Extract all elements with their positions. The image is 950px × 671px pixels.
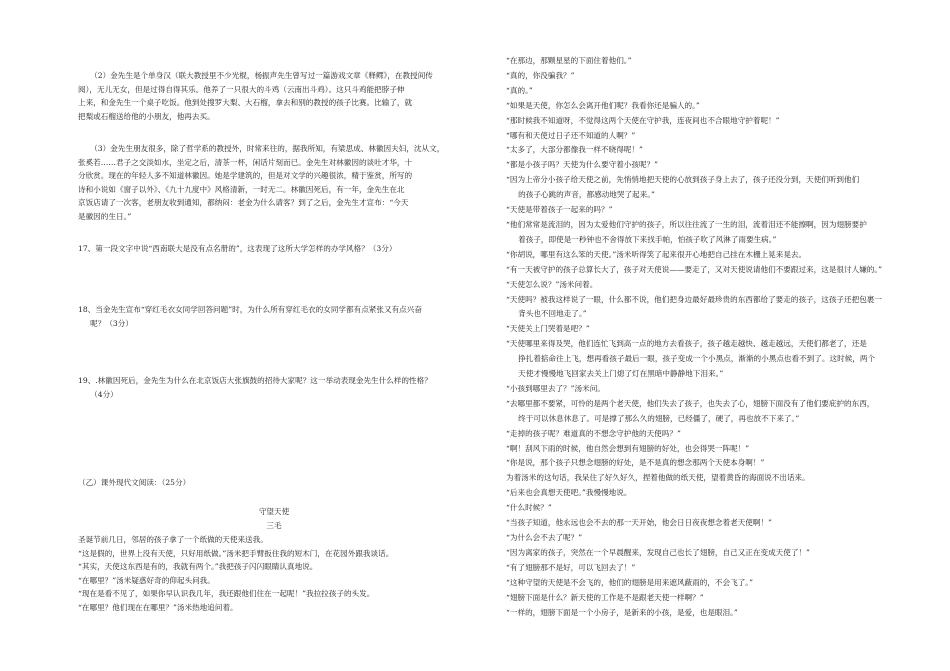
story-line: “有了翅膀那不是好，可以飞回去了！”	[506, 562, 636, 572]
text-line: 阅），无儿无女，但是过得自得其乐。他养了一只很大的斗鸡（云南出斗鸡）。这只斗鸡能把脖子伸	[78, 84, 405, 94]
story-line: “天使吗？被我这样说了一眼，什么都不说，他们把身边最好最珍贵的东西都给了要走的孩子，这孩子还把包裹一	[506, 294, 882, 304]
section-title: （乙）课外现代文阅读：（25分）	[78, 478, 191, 487]
story-line: “在那边，那颗星星的下面住着他们。”	[506, 56, 632, 65]
section-header	[78, 476, 470, 490]
story-line: “在哪里？他们现在在哪里？”汤米热地追问着。	[78, 602, 238, 612]
story-line: “天使怎么说？”汤米问着。	[506, 279, 598, 289]
story-line: “都是小孩子吗？天使为什么要守着小孩呢？”	[506, 160, 659, 170]
story-line: “那时候我不知道呀，不觉得这两个天使在守护我，连夜间也不合眼地守护着呢！”	[506, 115, 780, 125]
story-line: “在哪里？”汤米疑惑好奇的仰起头问我。	[78, 575, 215, 585]
story-line: “天使关上门哭着是吧？”	[506, 324, 590, 334]
story-line: “啊！刮风下雨的时候，他自然会想到有翅膀的好处，也会得哭一阵呢！”	[506, 443, 750, 453]
story-line: “天使哪里来得及哭，他们连忙飞到高一点的地方去看孩子，孩子越走越快、越走越远，天使们都老了，还是	[506, 339, 867, 349]
text-line: （3）金先生朋友很多，除了哲学系的教授外，时常来往的，据我所知，有梁思成、林徽因夫妇，沈从文，	[90, 144, 445, 153]
story-line: “哪有和天使过日子还不知道的人啊？”	[506, 130, 636, 140]
text-line: 是徽因的生日。”	[78, 211, 132, 221]
story-line: “翅膀下面是什么？新天使的工作是不是跟老天使一样啊？”	[506, 592, 704, 602]
story-line: 着孩子，即使是一秒钟也不舍得放下来找手帕，怕孩子吹了风淋了雨要生病。”	[518, 234, 777, 244]
story-line: “你胡说，哪里有这么笨的天使。”汤米听得笑了起来很开心地把自己挂在木栅上晃来晃去。	[506, 249, 807, 259]
story-line: “去哪里都不要紧，可怜的是两个老天使，他们失去了孩子，也失去了心，翅膀下面没有了他们要庇护的东西，	[506, 398, 875, 408]
story-line: “太多了，大部分都像我一样不晓得呢！”	[506, 145, 643, 155]
story-line: “小孩到哪里去了？”汤米问。	[506, 383, 605, 393]
story-line: 挣扎着掂命往上飞，想再看孩子最后一眼，孩子变成一个小黑点，渐渐的小黑点也看不到了。这时候，两个	[518, 354, 876, 364]
story-line: “因为离家的孩子，突然在一个早晨醒来，发现自己也长了翅膀，自己又正在变成天使了！”	[506, 547, 810, 557]
left-column	[78, 0, 470, 671]
story-line: “这是假的，世界上没有天使，只好用纸做。”汤米把手臂扳住我的短木门，在花园外跟我谈话。	[78, 548, 394, 558]
story-line: “如果是天使，你怎么会离开他们呢？我看你还是骗人的。”	[506, 100, 700, 110]
question-text: （4分）	[90, 389, 118, 399]
story-line: “你是说，那个孩子只想念翅膀的好处，是不是真的想念那两个天使本身啊！”	[506, 458, 765, 468]
text-line: 把梨或石榴送给他的小朋友，他再去买。	[78, 111, 215, 121]
story-title	[78, 505, 470, 519]
story-author	[78, 519, 470, 533]
story-line: 为着汤米的这句话，我呆住了好久好久，捏着他做的纸天使，望着黄昏的海面说不出话来。	[506, 473, 810, 483]
text-line: 上来，和金先生一个桌子吃饭。他到处搜罗大梨、大石榴，拿去和别的教授的孩子比赛。比输了，就	[78, 98, 413, 108]
story-line: “其实，天使这东西是有的，我就有两个。”我把孩子闪闪眼睛认真地说。	[78, 562, 318, 572]
text-line: 诗和小说如《窗子以外》、《九十九度中》风格清新，一时无二。林徽因死后，有一年，金先生在北	[78, 184, 405, 194]
story-line: “天使是带着孩子一起来的吗？”	[506, 205, 613, 215]
story-line: “现在是看不见了，如果你早认识我几年，我还跟他们住在一起呢！”我拉拉孩子的头发。	[78, 589, 375, 599]
question-19	[78, 374, 470, 401]
story-line: “因为上帝分小孩子给天使之前，先悄悄地把天使的心放到孩子身上去了，孩子还没分到，天使们听到他们	[506, 175, 860, 185]
text-line: 张奚若……君子之交淡如水，坐定之后，清茶一杯，闲话片刻而已。金先生对林徽因的谈吐才华，十	[78, 157, 413, 167]
text-line: 京饭店请了一次客，老朋友收到通知，都纳闷：老金为什么请客？到了之后，金先生才宣布：“今天	[78, 198, 409, 208]
story-line: “有一天被守护的孩子总算长大了，孩子对天使说——要走了，又对天使说请他们不要跟过来，这是很讨人嫌的。”	[506, 264, 883, 274]
story-line: “他们常常是流泪的，因为太爱他们守护的孩子，所以往往流了一生的泪，流着泪还不能擦啊，因为翅膀要护	[506, 219, 867, 229]
right-column	[506, 0, 898, 671]
story-line: 圣诞节前几日，邻居的孩子拿了一个纸做的天使来送我。	[78, 535, 268, 544]
story-continued	[506, 54, 898, 620]
passage-paragraph-3	[78, 142, 470, 224]
question-text: 呢？（3分）	[90, 318, 133, 328]
story-line: 的孩子心跳的声音，都感动地哭了起来。”	[518, 190, 655, 200]
story-line: “走掉的孩子呢？难道真的不想念守护他的天使吗？”	[506, 428, 681, 438]
question-17	[78, 242, 470, 256]
story-line: “一样的，翅膀下面是一个小房子，是新来的小孩，是爱，也是眼泪。”	[506, 607, 738, 617]
story-body	[78, 533, 470, 615]
question-18	[78, 303, 470, 330]
text-line: 分欣赏。现在的年轻人多不知道林徽因。她是学建筑的，但是对文学的兴趣很浓，精于鉴赏，所写的	[78, 171, 413, 181]
question-text: 17、第一段文字中说“西南联大是没有点名册的”，这表现了这所大学怎样的办学风格？（3分）	[78, 244, 397, 253]
question-text: 19、.林徽因死后，金先生为什么在北京饭店大张旗鼓的招待大家呢？这一举动表现金先生什么样的性格？	[78, 376, 432, 385]
story-author-text: 三毛	[266, 521, 282, 530]
question-text: 18、当金先生宣布“穿红毛衣女同学回答问题”时，为什么所有穿红毛衣的女同学都有点紧张又有点兴奋	[78, 305, 422, 314]
text-line: （2）金先生是个单身汉（联大教授里不少光棍，杨振声先生曾写过一篇游戏文章《释鳏》，在教授间传	[90, 71, 433, 80]
story-line: 背头也不回地走了。”	[518, 309, 587, 319]
passage-paragraph-2	[78, 69, 470, 123]
story-title-text: 守望天使	[258, 507, 290, 516]
story-line: “什么时候？”	[506, 503, 552, 513]
story-line: 天使才慢慢地飞回家去关上门熄了灯在黑暗中静静地下泪来。”	[518, 369, 724, 379]
story-line: “为什么会不去了呢？”	[506, 533, 583, 542]
story-line: “真的，你没骗我？”	[506, 70, 575, 80]
story-line: 终于可以休息休息了。可是撑了那么久的翅膀，已经僵了，硬了，再也放不下来了。”	[518, 413, 800, 423]
story-line: “当孩子知道，他永远也会不去的那一天开始，他会日日夜夜想念着老天使啊！”	[506, 518, 772, 528]
story-line: “真的。”	[506, 85, 533, 95]
story-line: “这种守望的天使是不会飞的，他们的翅膀是用来遮风蔽雨的，不会飞了。”	[506, 577, 753, 587]
story-line: “后来也会真想天使吧。”我慢慢地说。	[506, 488, 632, 498]
